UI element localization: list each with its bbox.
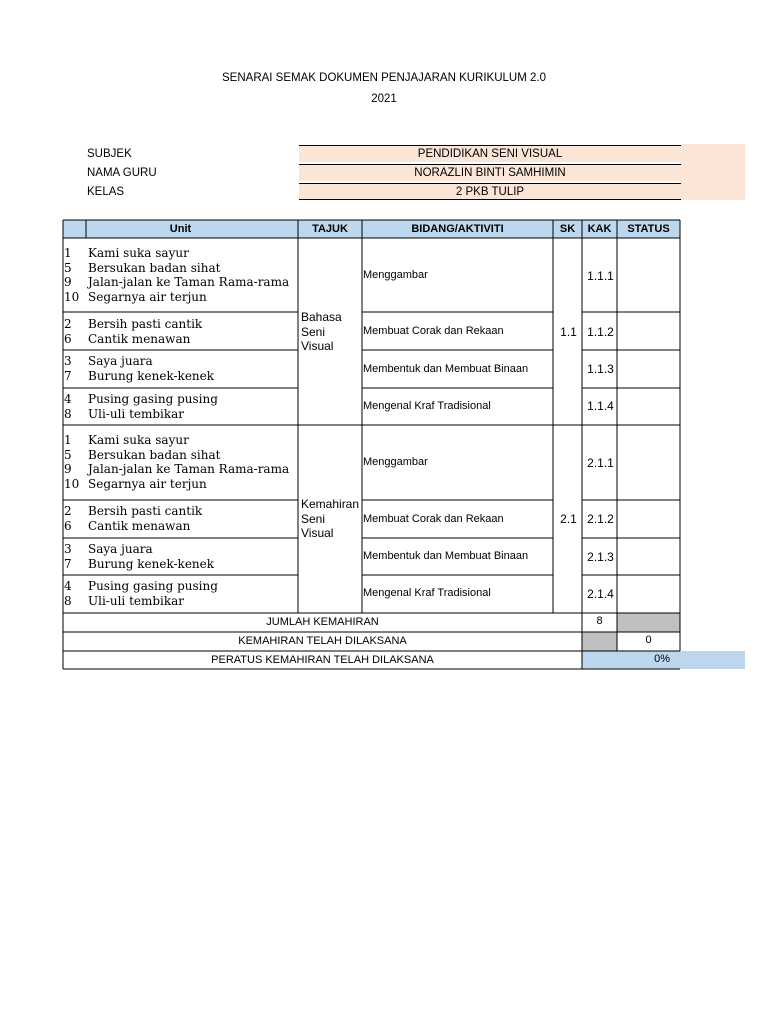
peratus-kemahiran-label: PERATUS KEMAHIRAN TELAH DILAKSANA: [211, 654, 434, 666]
sk-group-1: 1.1: [560, 325, 577, 339]
document-year: 2021: [371, 93, 397, 105]
bidang-cell: Mengenal Kraf Tradisional: [363, 587, 491, 599]
status-cell[interactable]: [618, 426, 680, 500]
status-cell[interactable]: [618, 239, 680, 312]
kak-cell: 2.1.2: [587, 512, 614, 526]
unit-numbers: [64, 504, 86, 533]
jumlah-kemahiran-value: 8: [596, 615, 603, 627]
peratus-kemahiran-value: 0%: [654, 653, 670, 665]
unit-name: Saya juara: [88, 354, 153, 368]
status-cell[interactable]: [618, 313, 680, 350]
unit-name: Bersukan badan sihat: [88, 447, 221, 462]
nama-guru-value[interactable]: NORAZLIN BINTI SAMHIMIN: [299, 164, 681, 181]
sk-group-2: 2.1: [560, 512, 577, 526]
unit-name: Bersih pasti cantik: [88, 317, 203, 331]
tajuk-group-1: Bahasa Seni Visual: [301, 310, 342, 353]
jumlah-kemahiran-label: JUMLAH KEMAHIRAN: [266, 616, 379, 628]
status-cell[interactable]: [618, 576, 680, 613]
unit-name: Jalan-jalan ke Taman Rama-rama: [88, 275, 290, 289]
unit-number: 5: [64, 447, 72, 462]
unit-numbers: [64, 433, 86, 491]
unit-name: Segarnya air terjun: [88, 289, 207, 304]
unit-number: 8: [64, 406, 72, 421]
unit-names: [88, 579, 298, 608]
bidang-cell: Menggambar: [363, 456, 428, 468]
kemahiran-dilaksana-value: 0: [645, 634, 652, 646]
subjek-value[interactable]: PENDIDIKAN SENI VISUAL: [299, 145, 681, 162]
info-highlight-extension: [681, 144, 745, 200]
unit-name: Saya juara: [88, 542, 153, 556]
unit-number: 7: [64, 556, 72, 571]
kak-cell: 2.1.4: [587, 587, 614, 601]
unit-number: 2: [64, 504, 72, 518]
tajuk-group-2: Kemahiran Seni Visual: [301, 497, 360, 540]
unit-number: 5: [64, 260, 72, 275]
unit-number: 1: [64, 433, 72, 447]
unit-names: [88, 246, 298, 304]
kemahiran-dilaksana-label: KEMAHIRAN TELAH DILAKSANA: [238, 635, 407, 647]
unit-name: Segarnya air terjun: [88, 476, 207, 491]
unit-numbers: [64, 579, 86, 608]
status-cell[interactable]: [618, 501, 680, 538]
unit-number: 7: [64, 368, 72, 383]
unit-name: Bersih pasti cantik: [88, 504, 203, 518]
unit-number: 1: [64, 246, 72, 260]
header-sk: SK: [559, 223, 576, 235]
jumlah-status-shaded: [617, 613, 680, 632]
header-kak: KAK: [587, 223, 612, 235]
header-bidang: BIDANG/AKTIVITI: [411, 223, 504, 235]
unit-name: Burung kenek-kenek: [88, 556, 215, 571]
kak-cell: 1.1.4: [587, 399, 614, 413]
dilaksana-kak-shaded: [582, 632, 617, 651]
unit-number: 3: [64, 354, 72, 368]
unit-number: 10: [64, 476, 80, 491]
document-title: SENARAI SEMAK DOKUMEN PENJAJARAN KURIKULUM 2.0: [222, 72, 546, 84]
header-tajuk: TAJUK: [312, 223, 348, 235]
unit-number: 8: [64, 593, 72, 608]
unit-names: [88, 433, 298, 491]
bidang-cell: Membuat Corak dan Rekaan: [363, 513, 504, 525]
unit-numbers: [64, 354, 86, 383]
unit-number: 2: [64, 317, 72, 331]
nama-guru-label: NAMA GURU: [87, 167, 157, 179]
unit-name: Pusing gasing pusing: [88, 579, 218, 593]
status-cell[interactable]: [618, 389, 680, 425]
unit-number: 9: [64, 275, 72, 289]
header-unit: Unit: [169, 223, 192, 235]
unit-name: Kami suka sayur: [88, 433, 189, 447]
unit-numbers: [64, 246, 86, 304]
status-cell[interactable]: [618, 539, 680, 575]
kak-cell: 2.1.1: [587, 456, 614, 470]
unit-number: 4: [64, 392, 72, 406]
bidang-cell: Membuat Corak dan Rekaan: [363, 325, 504, 337]
kak-cell: 1.1.2: [587, 325, 614, 339]
unit-name: Cantik menawan: [88, 518, 191, 533]
subjek-label: SUBJEK: [87, 148, 132, 160]
status-cell[interactable]: [618, 351, 680, 388]
unit-name: Jalan-jalan ke Taman Rama-rama: [88, 462, 290, 476]
unit-number: 3: [64, 542, 72, 556]
unit-name: Burung kenek-kenek: [88, 368, 215, 383]
unit-names: [88, 354, 298, 383]
kak-cell: 1.1.3: [587, 362, 614, 376]
unit-name: Pusing gasing pusing: [88, 392, 218, 406]
bidang-cell: Membentuk dan Membuat Binaan: [363, 363, 529, 375]
unit-numbers: [64, 392, 86, 421]
unit-number: 4: [64, 579, 72, 593]
unit-names: [88, 317, 298, 346]
kak-cell: 1.1.1: [587, 269, 614, 283]
kelas-label: KELAS: [87, 186, 125, 198]
unit-number: 6: [64, 518, 72, 533]
unit-numbers: [64, 317, 86, 346]
unit-names: [88, 542, 298, 571]
unit-names: [88, 392, 298, 421]
unit-name: Cantik menawan: [88, 331, 191, 346]
bidang-cell: Menggambar: [363, 269, 428, 281]
unit-names: [88, 504, 298, 533]
unit-name: Uli-uli tembikar: [88, 406, 185, 421]
bidang-cell: Mengenal Kraf Tradisional: [363, 400, 491, 412]
unit-name: Kami suka sayur: [88, 246, 189, 260]
kak-cell: 2.1.3: [587, 550, 614, 564]
header-status: STATUS: [627, 223, 670, 235]
unit-number: 9: [64, 462, 72, 476]
unit-numbers: [64, 542, 86, 571]
unit-number: 6: [64, 331, 72, 346]
unit-number: 10: [64, 289, 80, 304]
kelas-value[interactable]: 2 PKB TULIP: [299, 183, 681, 200]
unit-name: Uli-uli tembikar: [88, 593, 185, 608]
bidang-cell: Membentuk dan Membuat Binaan: [363, 550, 529, 562]
unit-name: Bersukan badan sihat: [88, 260, 221, 275]
